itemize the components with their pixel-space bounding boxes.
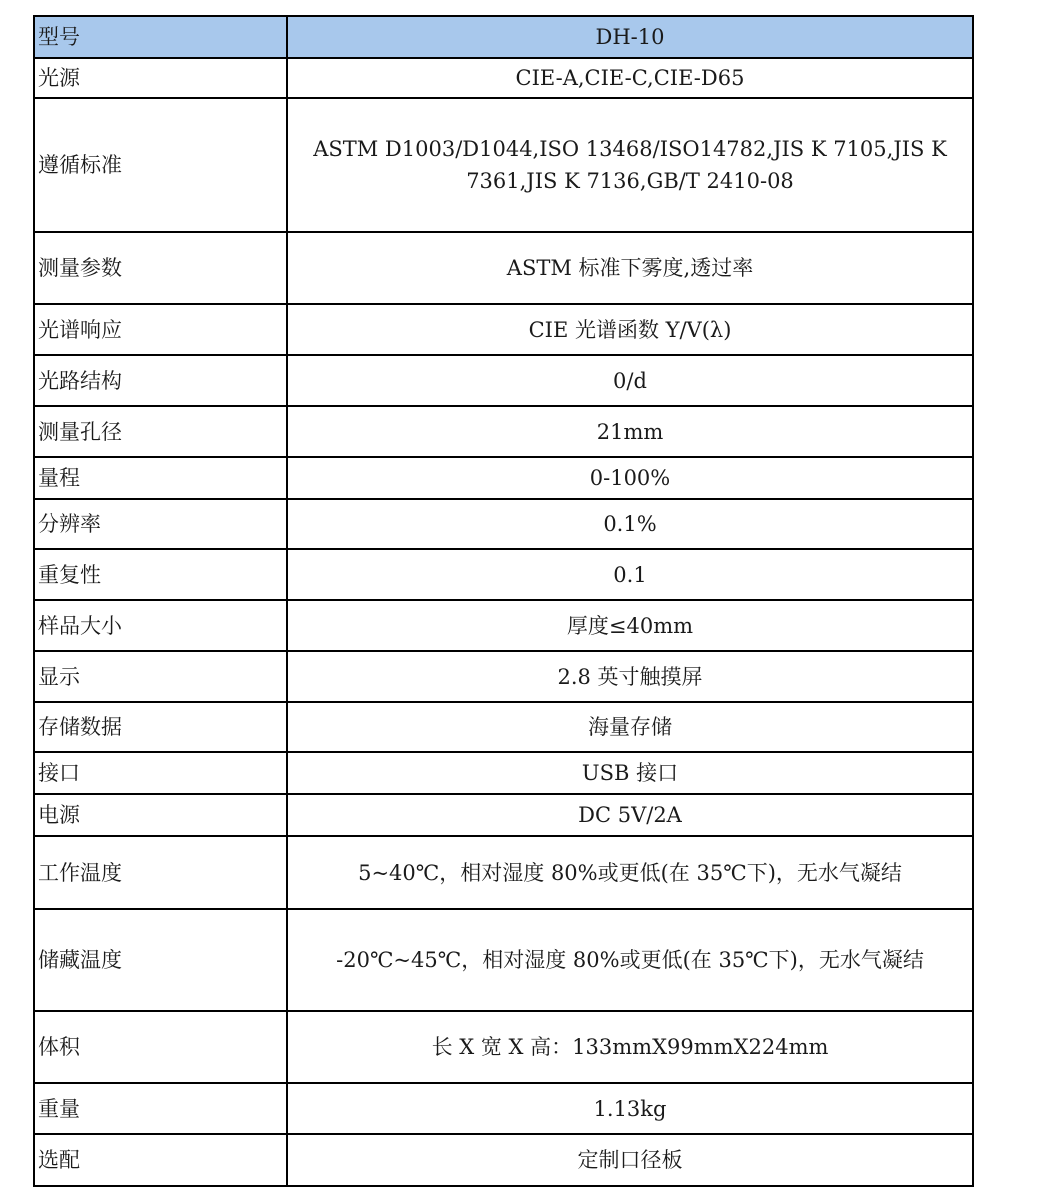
row-label: 光路结构 [34,355,287,406]
table-row [34,651,973,702]
row-label: 显示 [34,651,287,702]
table-row [34,752,973,794]
row-value: 0.1% [287,499,973,549]
row-value: CIE-A,CIE-C,CIE-D65 [287,58,973,98]
spec-table-body [34,16,973,1186]
table-row [34,499,973,549]
row-label: 重复性 [34,549,287,600]
row-label: 重量 [34,1083,287,1134]
row-value: 厚度≤40mm [287,600,973,651]
header-label: 型号 [34,16,287,58]
row-value: 长 X 宽 X 高：133mmX99mmX224mm [287,1011,973,1083]
table-row [34,702,973,752]
row-label: 量程 [34,457,287,499]
row-value: CIE 光谱函数 Y/V(λ) [287,304,973,355]
row-value: 定制口径板 [287,1134,973,1186]
row-value: ASTM 标准下雾度,透过率 [287,232,973,304]
table-row [34,406,973,457]
row-value: 0.1 [287,549,973,600]
row-value: 1.13kg [287,1083,973,1134]
header-value: DH-10 [287,16,973,58]
row-value: USB 接口 [287,752,973,794]
table-row [34,58,973,98]
header-row [34,16,973,58]
table-row [34,1134,973,1186]
row-value: 21mm [287,406,973,457]
row-value: DC 5V/2A [287,794,973,836]
table-row [34,457,973,499]
table-row [34,549,973,600]
table-row [34,355,973,406]
table-row [34,836,973,909]
table-row [34,600,973,651]
row-label: 工作温度 [34,836,287,909]
row-value: -20℃~45℃，相对湿度 80%或更低(在 35℃下)，无水气凝结 [287,909,973,1011]
row-label: 光源 [34,58,287,98]
table-row [34,232,973,304]
row-label: 分辨率 [34,499,287,549]
row-label: 光谱响应 [34,304,287,355]
row-value: 海量存储 [287,702,973,752]
row-label: 样品大小 [34,600,287,651]
row-label: 存储数据 [34,702,287,752]
row-label: 储藏温度 [34,909,287,1011]
table-row [34,98,973,232]
row-label: 选配 [34,1134,287,1186]
table-row [34,304,973,355]
row-label: 遵循标准 [34,98,287,232]
row-label: 体积 [34,1011,287,1083]
row-value: ASTM D1003/D1044,ISO 13468/ISO14782,JIS K 7105,JIS K 7361,JIS K 7136,GB/T 2410-08 [287,98,973,232]
table-row [34,794,973,836]
table-row [34,909,973,1011]
row-label: 测量参数 [34,232,287,304]
row-label: 接口 [34,752,287,794]
row-label: 电源 [34,794,287,836]
row-value: 0/d [287,355,973,406]
row-value: 2.8 英寸触摸屏 [287,651,973,702]
row-value: 5~40℃，相对湿度 80%或更低(在 35℃下)，无水气凝结 [287,836,973,909]
spec-table [33,15,974,1187]
row-label: 测量孔径 [34,406,287,457]
table-row [34,1011,973,1083]
row-value: 0-100% [287,457,973,499]
table-row [34,1083,973,1134]
